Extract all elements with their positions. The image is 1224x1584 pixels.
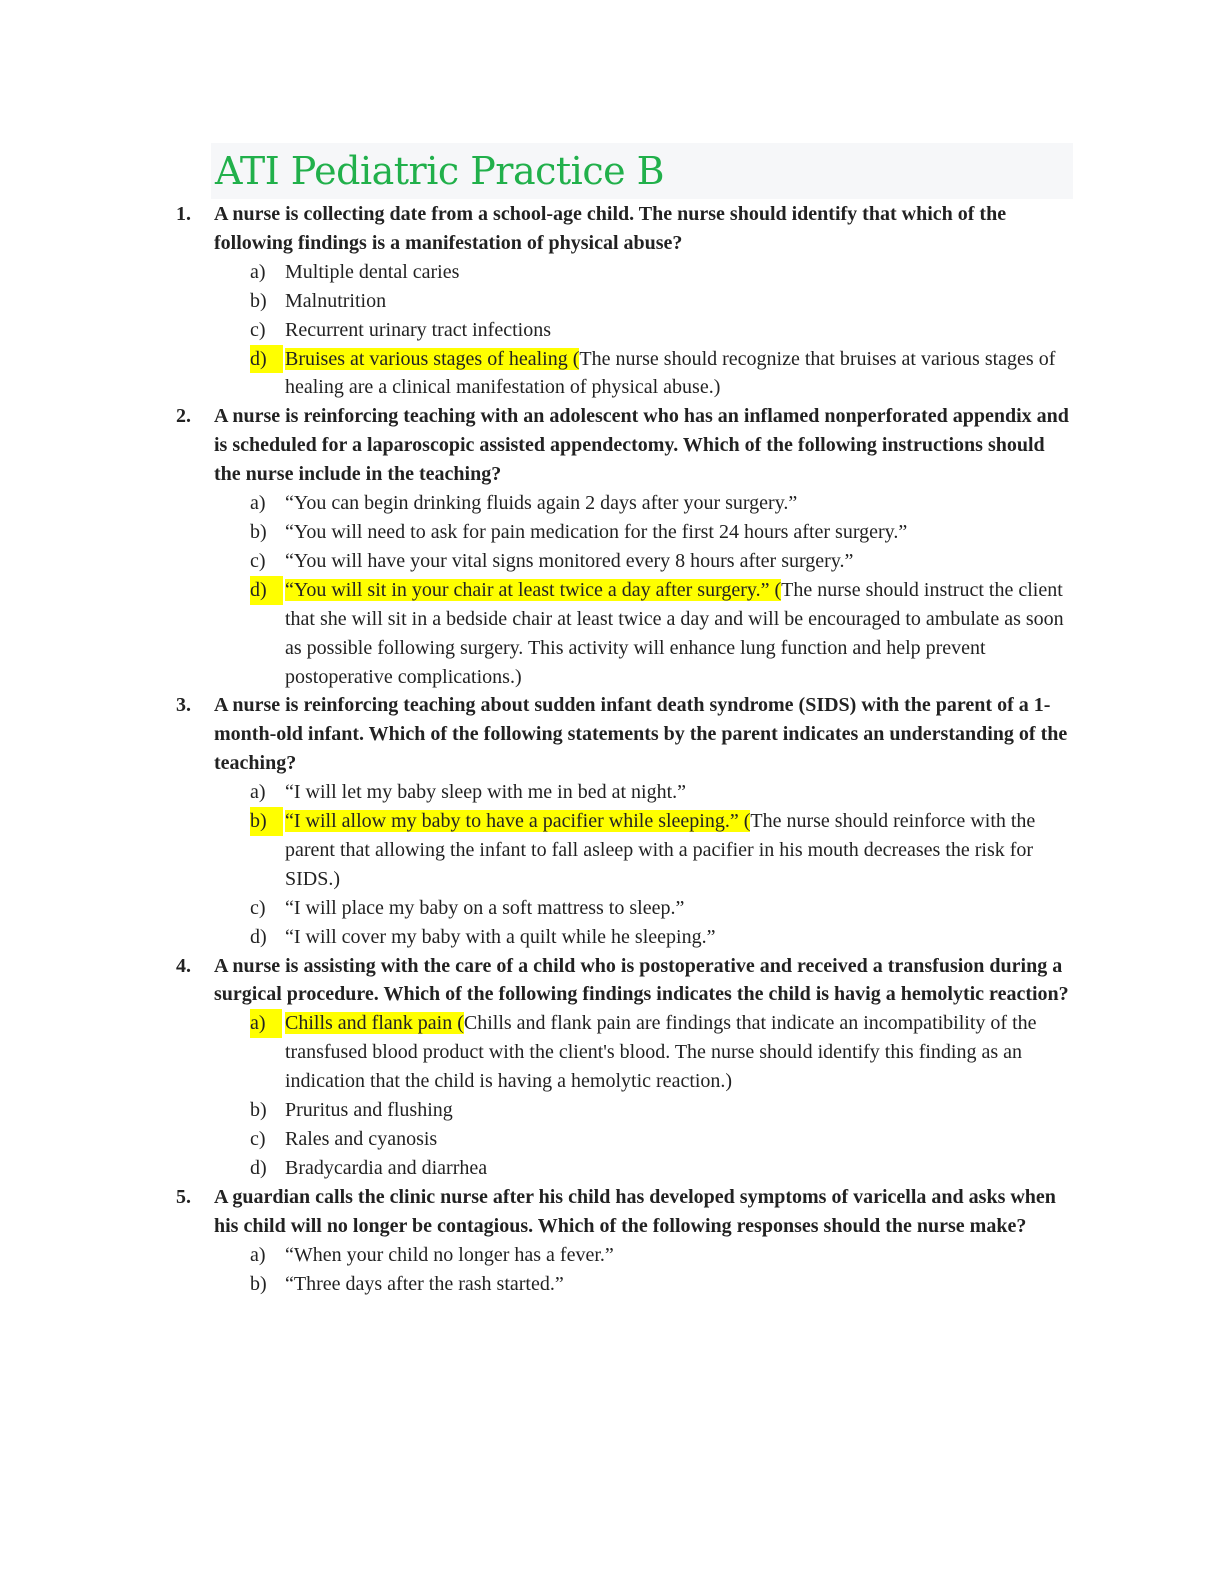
option-label: d): [250, 345, 283, 374]
option-body: [285, 807, 1072, 894]
question-4: [172, 952, 1072, 1183]
option-label: a): [250, 1243, 266, 1266]
question-text: A nurse is assisting with the care of a child who is postoperative and received a transfusion during a surgical procedure. Which of the following findings indicates the child is havig a hemolytic reaction?: [214, 954, 1069, 1006]
option-text: Multiple dental caries: [285, 260, 460, 283]
correct-answer-highlight: Chills and flank pain (: [285, 1012, 464, 1035]
option-text: Pruritus and flushing: [285, 1099, 453, 1122]
option-label: d): [250, 576, 283, 605]
option-label: b): [250, 807, 283, 836]
correct-answer-highlight: “I will allow my baby to have a pacifier while sleeping.” (: [285, 810, 751, 833]
option-body: [285, 1009, 1072, 1096]
option-label: c): [250, 896, 266, 919]
option-label: a): [250, 492, 266, 515]
question-2: [172, 402, 1072, 691]
option-body: [285, 345, 1072, 403]
correct-answer-option: [250, 807, 1072, 894]
question-number: 4.: [176, 954, 191, 977]
option-text: “I will place my baby on a soft mattress to sleep.”: [285, 896, 685, 919]
page-title: ATI Pediatric Practice B: [215, 149, 665, 193]
option-label: d): [250, 1156, 267, 1179]
correct-answer-option: [250, 1009, 1072, 1096]
option-label: a): [250, 781, 266, 804]
answer-option: [250, 778, 1072, 807]
answer-rationale: The nurse should instruct the client that she will sit in a bedside chair at least twice a day and will be encouraged to ambulate as soon as possible following surgery. This activity will enhance lung function and help prevent postoperative complications.): [285, 578, 1064, 688]
question-text: A nurse is collecting date from a school-age child. The nurse should identify that which of the following findings is a manifestation of physical abuse?: [214, 203, 1007, 254]
question-number: 2.: [176, 405, 191, 428]
question-text: A guardian calls the clinic nurse after his child has developed symptoms of varicella and asks when his child will no longer be contagious. Which of the following responses should the nurse make?: [214, 1185, 1056, 1237]
answer-option: [250, 1125, 1072, 1154]
question-5: [172, 1183, 1072, 1299]
question-number: 3.: [176, 694, 191, 717]
answer-option: [250, 1096, 1072, 1125]
option-text: Rales and cyanosis: [285, 1128, 438, 1150]
option-text: “I will cover my baby with a quilt while he sleeping.”: [285, 925, 716, 948]
answer-option: [250, 287, 1072, 316]
answer-option: [250, 258, 1072, 287]
question-text: A nurse is reinforcing teaching about sudden infant death syndrome (SIDS) with the parent of a 1-month-old infant. Which of the following statements by the parent indicates an understanding of the teaching?: [214, 694, 1068, 775]
option-label: b): [250, 1099, 267, 1122]
correct-answer-highlight: “You will sit in your chair at least twice a day after surgery.” (: [285, 578, 782, 601]
answer-rationale: The nurse should recognize that bruises at various stages of healing are a clinical manifestation of physical abuse.): [285, 347, 1056, 399]
option-label: b): [250, 289, 267, 312]
answer-option: [250, 518, 1072, 547]
option-text: “You will need to ask for pain medication for the first 24 hours after surgery.”: [285, 520, 908, 543]
option-text: “Three days after the rash started.”: [285, 1272, 564, 1295]
answer-option: [250, 923, 1072, 952]
answer-rationale: The nurse should reinforce with the parent that allowing the infant to fall asleep with a pacifier in his mouth decreases the risk for SIDS.): [285, 810, 1036, 890]
question-3: [172, 691, 1072, 951]
option-label: c): [250, 549, 266, 572]
answer-option: [250, 1270, 1072, 1299]
option-text: “You can begin drinking fluids again 2 days after your surgery.”: [285, 492, 798, 515]
option-label: c): [250, 1128, 266, 1150]
title-bar: [211, 143, 1073, 199]
option-text: “When your child no longer has a fever.”: [285, 1243, 614, 1266]
option-label: a): [250, 1009, 282, 1038]
correct-answer-highlight: Bruises at various stages of healing (: [285, 347, 580, 370]
correct-answer-option: [250, 576, 1072, 692]
answer-option: [250, 1241, 1072, 1270]
option-label: b): [250, 520, 267, 543]
question-list: [172, 200, 1072, 1298]
option-text: “I will let my baby sleep with me in bed at night.”: [285, 781, 687, 804]
option-label: b): [250, 1272, 267, 1295]
correct-answer-option: [250, 345, 1072, 403]
answer-rationale: Chills and flank pain are findings that indicate an incompatibility of the transfused blood product with the client's blood. The nurse should identify this finding as an indication that the child is having a hemolytic reaction.): [285, 1012, 1037, 1093]
option-text: Bradycardia and diarrhea: [285, 1156, 488, 1179]
option-label: d): [250, 925, 267, 948]
option-text: Recurrent urinary tract infections: [285, 318, 551, 341]
answer-option: [250, 894, 1072, 923]
option-text: Malnutrition: [285, 289, 387, 312]
option-label: a): [250, 260, 266, 283]
question-number: 5.: [176, 1185, 191, 1208]
answer-option: [250, 316, 1072, 345]
answer-option: [250, 489, 1072, 518]
question-number: 1.: [176, 203, 191, 225]
answer-option: [250, 1154, 1072, 1183]
question-1: [172, 200, 1072, 402]
answer-option: [250, 547, 1072, 576]
option-text: “You will have your vital signs monitored every 8 hours after surgery.”: [285, 549, 854, 572]
question-text: A nurse is reinforcing teaching with an adolescent who has an inflamed nonperforated appendix and is scheduled for a laparoscopic assisted appendectomy. Which of the following instructions should the nurse include in the teaching?: [214, 405, 1069, 486]
option-label: c): [250, 318, 266, 341]
option-body: [285, 576, 1072, 692]
